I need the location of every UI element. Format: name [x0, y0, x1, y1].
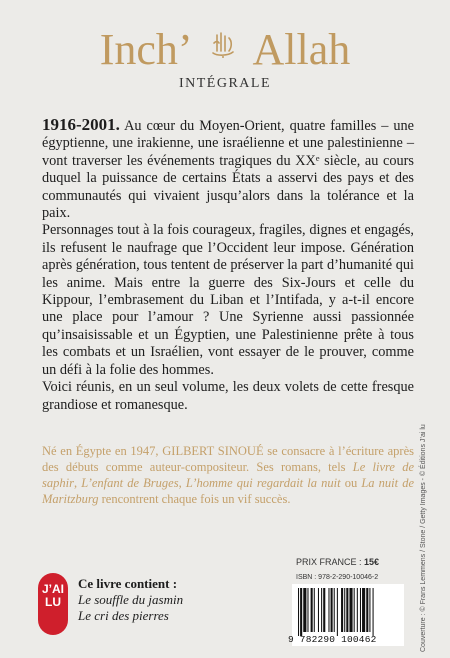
barcode-bar	[360, 588, 361, 632]
barcode-bar	[298, 588, 299, 636]
barcode-bar	[334, 588, 335, 632]
barcode-bar	[346, 588, 348, 632]
synopsis-paragraph-2: Personnages tout à la fois courageux, fragiles, dignes et engagés, ils refusent le naufrage que l’Occident leur impose. Génération après génération, tous tentent de préserver la part d’humanité qui les anime. Mais entre la guerre des Six-Jours et celle du Kippour, l’embrasement du Liban et l’Intifada, y a-t-il encore une place pour l’amour ? Une Syrienne aussi passionnée qu’insaisissable et un Égyptien, une Palestinienne prête à tous les combats et un Israélien, vont essayer de le prouver, comme un défi à la folie des hommes.	[42, 222, 414, 378]
book-title	[0, 22, 450, 74]
barcode-bar	[373, 588, 374, 636]
cover-credit: Couverture : © Frans Lemmens / Stone / Getty Images - © Éditions J’ai lu	[420, 424, 427, 652]
isbn: ISBN : 978-2-290-10046-2	[296, 574, 379, 581]
barcode-bar	[307, 588, 308, 632]
synopsis-paragraph-1	[42, 116, 414, 222]
book-ref: Le livre de saphir	[42, 460, 414, 490]
barcode-bar	[311, 588, 313, 632]
barcode-bar	[362, 588, 365, 632]
logo-line-1: J’AI	[41, 582, 64, 596]
barcode-bar	[328, 588, 329, 632]
barcode-bar	[321, 588, 322, 632]
barcode-bar	[337, 588, 338, 636]
barcode-bar	[341, 588, 343, 632]
barcode-bar	[344, 588, 345, 632]
title-allah: Allah	[252, 24, 351, 74]
arabic-calligraphy-icon	[208, 29, 238, 59]
dates-range: 1916-2001.	[42, 115, 120, 134]
book-ref: La nuit de Maritzburg	[42, 476, 415, 506]
barcode-bar	[354, 588, 355, 632]
synopsis	[42, 116, 414, 414]
title-inch: Inch’	[99, 24, 193, 74]
barcode-bar	[331, 588, 333, 632]
barcode-bar	[303, 588, 306, 632]
barcode-bar	[366, 588, 368, 632]
included-book-1: Le souffle du jasmin	[78, 592, 184, 607]
included-books-label: Ce livre contient :	[78, 576, 178, 591]
barcode-bar	[357, 588, 358, 632]
barcode-bar	[314, 588, 315, 632]
synopsis-paragraph-3: Voici réunis, en un seul volume, les deux volets de cette fresque grandiose et romanesque.	[42, 379, 414, 413]
barcode-bar	[369, 588, 370, 632]
price-label: PRIX FRANCE : 15€	[296, 557, 380, 567]
barcode-bar	[323, 588, 325, 632]
included-books	[78, 576, 183, 624]
barcode-bar	[349, 588, 352, 632]
edition-subtitle: INTÉGRALE	[178, 76, 272, 91]
jai-lu-logo	[38, 573, 68, 635]
book-ref: L’enfant de Bruges	[81, 476, 179, 490]
book-ref: L’homme qui regardait la nuit	[185, 476, 341, 490]
synopsis-text-1: Au cœur du Moyen-Orient, quatre familles – une égyptienne, une irakienne, une israélienne et une palestinienne – vont traverser les événements tragiques du XXᵉ siècle, au cours duquel la puissance de certains États a asservi des pays et des communautés qui vivaient jusqu’alors dans la tolérance et la paix.	[42, 118, 414, 222]
price-value: 15€	[364, 557, 380, 567]
included-book-2: Le cri des pierres	[78, 608, 169, 623]
author-bio: Né en Égypte en 1947, GILBERT SINOUÉ se consacre à l’écriture après des débuts comme auteur-compositeur. Ses romans, tels Le livre de saphir, L’enfant de Bruges, L’homme qui regardait la nuit ou La nuit de Maritzburg rencontrent chaque fois un vif succès.	[42, 444, 415, 506]
barcode-number: 9 782290 100462	[288, 634, 377, 645]
barcode-bar	[318, 588, 319, 632]
barcode-bar	[300, 588, 302, 636]
logo-line-2: LU	[45, 595, 61, 609]
